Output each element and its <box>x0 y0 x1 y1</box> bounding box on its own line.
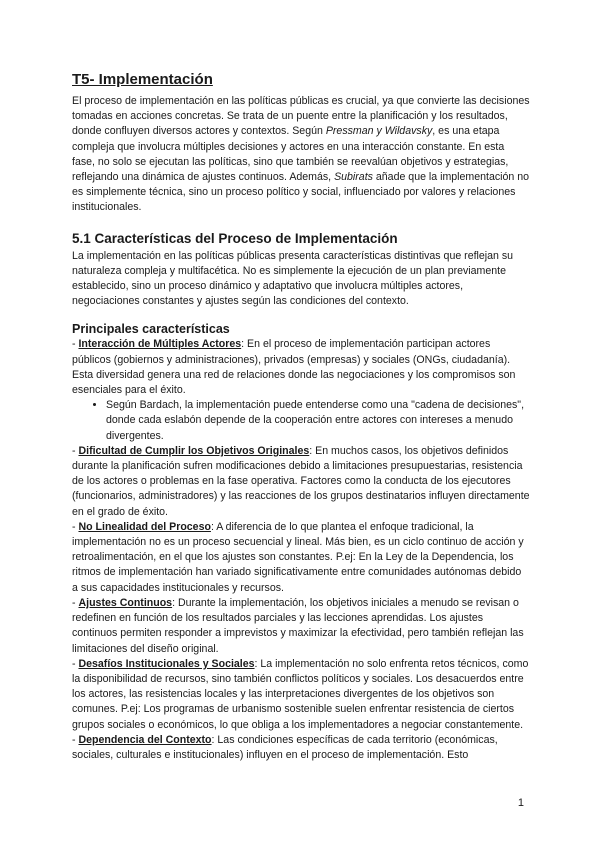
document-page <box>72 70 530 763</box>
page-number: 1 <box>517 797 524 809</box>
intro-text-2: , es una etapa compleja que involucra múltiples decisiones y actores en una interacción constante. En esta fase, no solo se ejecutan las políticas, sino que también se reevalúan objetivos y estrategias, reflejando una dinámica de ajustes continuos. Además, <box>72 125 509 184</box>
item-text: : La implementación no solo enfrenta retos técnicos, como la disponibilidad de recursos, sino también conflictos políticos y sociales. Los desacuerdos entre los actores, las resistencias locales y las interpretaciones divergentes de los objetivos son comunes. P.ej: Los programas de urbanismo sostenible suelen enfrentar resistencia de ciertos grupos sociales o económicos, lo que obliga a los implementadores a negociar constantemente. <box>72 657 529 731</box>
subheading: Principales características <box>72 322 230 337</box>
item-lead: Dependencia del Contexto <box>78 733 212 746</box>
list-item: - Ajustes Continuos: Durante la implementación, los objetivos iniciales a menudo se revisan o redefinen en función de los resultados parciales y las lecciones aprendidas. Los ajustes continuos permiten responder a imprevistos y maximizar la efectividad, pero también reflejan las limitaciones del diseño original. <box>72 596 524 655</box>
item-text: : En muchos casos, los objetivos definidos durante la planificación sufren modificaciones debido a limitaciones presupuestarias, resistencia de los actores o problemas en la fase operativa. Factores como la conducta de los ejecutores (funcionarios, administradores) y las reacciones de los grupos destinatarios influyen directamente en el grado de éxito. <box>72 444 530 518</box>
list-item: - No Linealidad del Proceso: A diferencia de lo que plantea el enfoque tradicional, la implementación no es un proceso secuencial y lineal. Más bien, es un ciclo continuo de acción y retroalimentación, en el que los ajustes son constantes. P.ej: En la Ley de la Dependencia, los ritmos de implementación han variado significativamente entre comunidades autónomas debido a sus capacidades institucionales y recursos. <box>72 520 524 594</box>
section-paragraph: La implementación en las políticas públicas presenta características distintivas que reflejan su naturaleza compleja y multifacética. No es simplemente la ejecución de un plan previamente establecido, sino un proceso dinámico y adaptativo que involucra múltiples actores, negociaciones constantes y ajustes según las condiciones del contexto. <box>72 249 514 308</box>
author-subirats: Subirats <box>334 171 373 184</box>
item-lead: Ajustes Continuos <box>78 596 173 609</box>
list-item: - Dependencia del Contexto: Las condiciones específicas de cada territorio (económicas, sociales, culturales e institucionales) influyen en el proceso de implementación. Esto <box>72 733 498 761</box>
page-title: T5- Implementación <box>72 71 213 88</box>
item-lead: Desafíos Institucionales y Sociales <box>78 657 255 670</box>
item-text: : En el proceso de implementación participan actores públicos (gobiernos y administraciones), privados (empresas) y sociales (ONGs, ciudadanía). Esta diversidad genera una red de relaciones donde las negociaciones y los compromisos son esenciales para el éxito. <box>72 338 516 397</box>
intro-text-3: añade que la implementación no es simplemente técnica, sino un proceso político y social, influenciado por valores y relaciones institucionales. <box>72 171 530 214</box>
item-text: : Durante la implementación, los objetivos iniciales a menudo se revisan o redefinen en función de los resultados parciales y las lecciones aprendidas. Los ajustes continuos permiten responder a imprevistos y maximizar la efectividad, pero también reflejan las limitaciones del diseño original. <box>72 596 524 655</box>
item-lead: Dificultad de Cumplir los Objetivos Originales <box>78 444 310 457</box>
bullet-list <box>72 398 530 444</box>
bullet-item: • Según Bardach, la implementación puede entenderse como una "cadena de decisiones", donde cada eslabón depende de la cooperación entre actores con intereses a menudo divergentes. <box>106 398 530 444</box>
list-item: - Interacción de Múltiples Actores: En el proceso de implementación participan actores públicos (gobiernos y administraciones), privados (empresas) y sociales (ONGs, ciudadanía). Esta diversidad genera una red de relaciones donde las negociaciones y los compromisos son esenciales para el éxito. <box>72 338 516 397</box>
intro-paragraph <box>72 94 530 216</box>
list-item: - Desafíos Institucionales y Sociales: La implementación no solo enfrenta retos técnicos, como la disponibilidad de recursos, sino también conflictos políticos y sociales. Los desacuerdos entre los actores, las resistencias locales y las interpretaciones divergentes de los objetivos son comunes. P.ej: Los programas de urbanismo sostenible suelen enfrentar resistencia de ciertos grupos sociales o económicos, lo que obliga a los implementadores a negociar constantemente. <box>72 657 529 731</box>
list-item: - Dificultad de Cumplir los Objetivos Originales: En muchos casos, los objetivos definidos durante la planificación sufren modificaciones debido a limitaciones presupuestarias, resistencia de los actores o problemas en la fase operativa. Factores como la conducta de los ejecutores (funcionarios, administradores) y las reacciones de los grupos destinatarios influyen directamente en el grado de éxito. <box>72 444 530 518</box>
item-lead: No Linealidad del Proceso <box>78 520 211 533</box>
intro-text-1: El proceso de implementación en las políticas públicas es crucial, ya que convierte las decisiones tomadas en acciones concretas. Se trata de un puente entre la planificación y los resultados, donde confluyen diversos actores y contextos. Según <box>72 95 530 138</box>
section-heading: 5.1 Características del Proceso de Implementación <box>72 230 398 246</box>
item-text: : Las condiciones específicas de cada territorio (económicas, sociales, culturales e institucionales) influyen en el proceso de implementación. Esto <box>72 733 498 761</box>
author-pressman: Pressman y Wildavsky <box>325 125 433 138</box>
item-lead: Interacción de Múltiples Actores <box>78 338 242 351</box>
item-text: : A diferencia de lo que plantea el enfoque tradicional, la implementación no es un proceso secuencial y lineal. Más bien, es un ciclo continuo de acción y retroalimentación, en el que los ajustes son constantes. P.ej: En la Ley de la Dependencia, los ritmos de implementación han variado significativamente entre comunidades autónomas debido a sus capacidades institucionales y recursos. <box>72 520 524 594</box>
